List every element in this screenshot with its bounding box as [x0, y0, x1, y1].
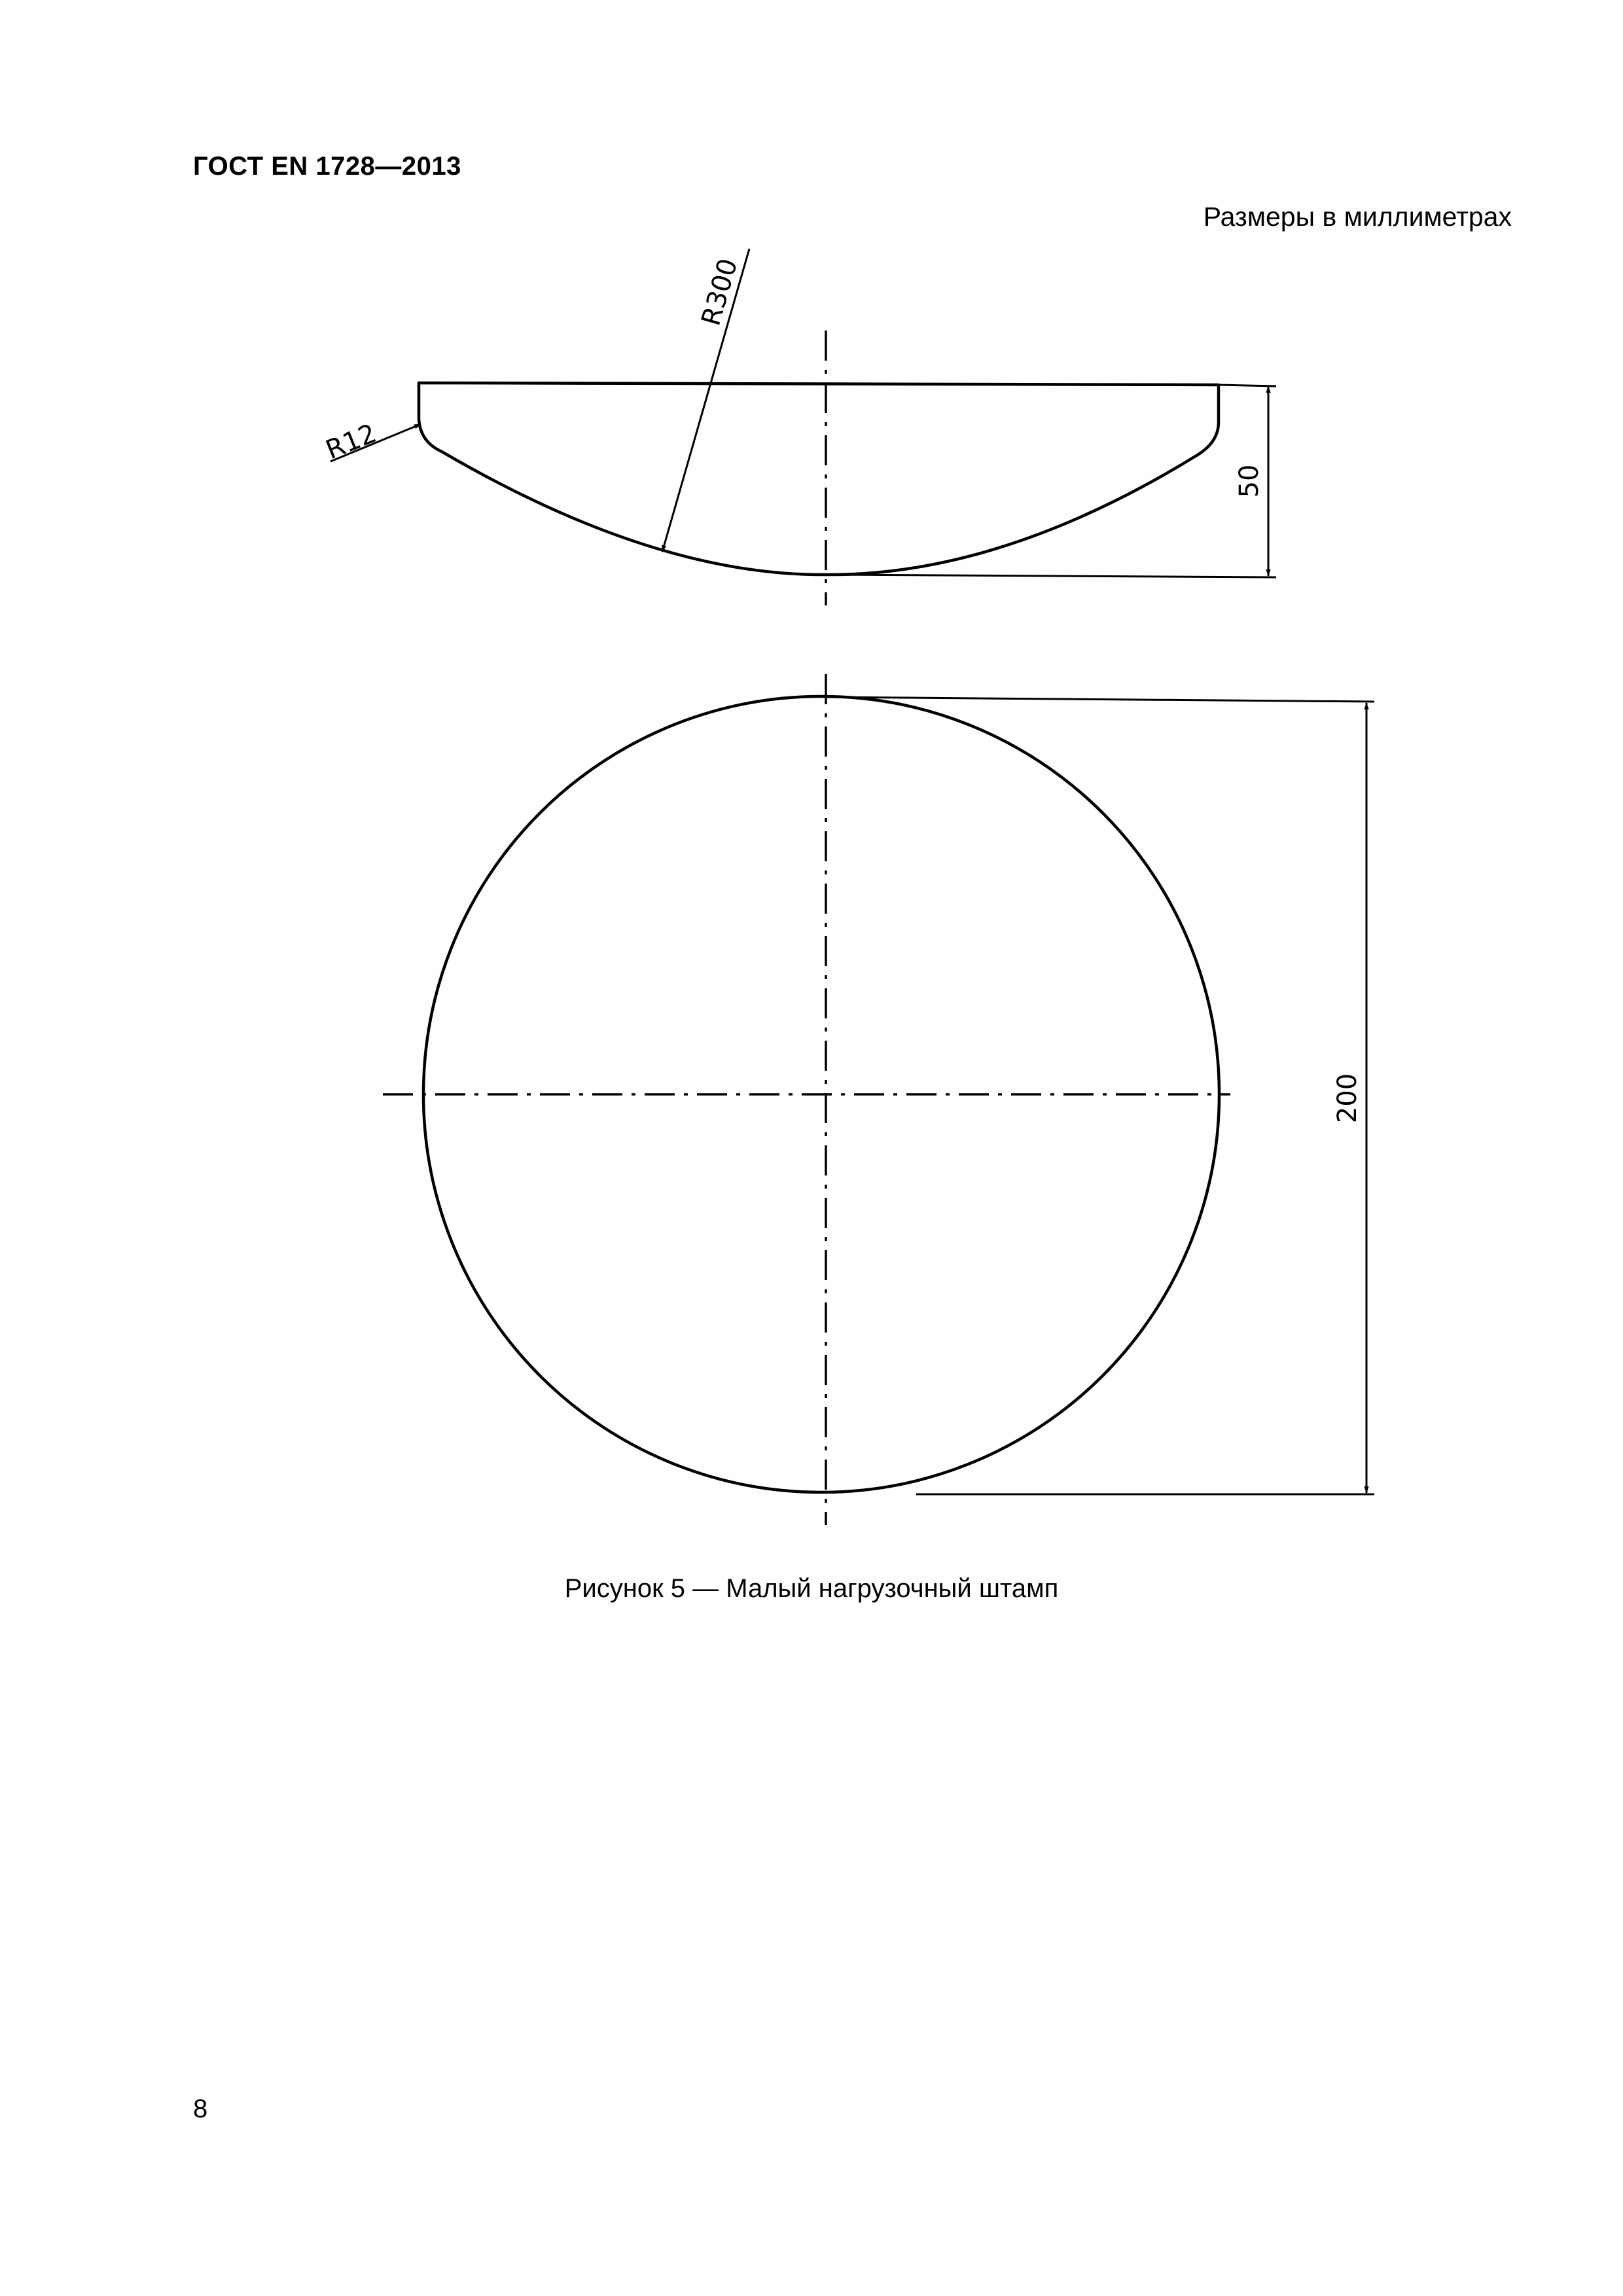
diameter-top-extension-line: [826, 697, 1374, 702]
diameter-dimension-label: 200: [1332, 1073, 1363, 1124]
document-header: ГОСТ EN 1728—2013: [193, 152, 461, 181]
side-view: [322, 249, 1276, 605]
edge-radius-label: R12: [321, 418, 381, 466]
top-extension-line: [1219, 385, 1276, 386]
figure-caption: Рисунок 5 — Малый нагрузочный штамп: [564, 1574, 1059, 1603]
units-note: Размеры в миллиметрах: [1203, 202, 1512, 232]
bottom-extension-line: [826, 575, 1276, 577]
page-number: 8: [193, 2094, 208, 2123]
side-view-outline: [419, 383, 1219, 575]
top-view: [383, 674, 1374, 1525]
large-radius-label: R300: [696, 255, 744, 329]
height-dimension-label: 50: [1234, 464, 1264, 498]
